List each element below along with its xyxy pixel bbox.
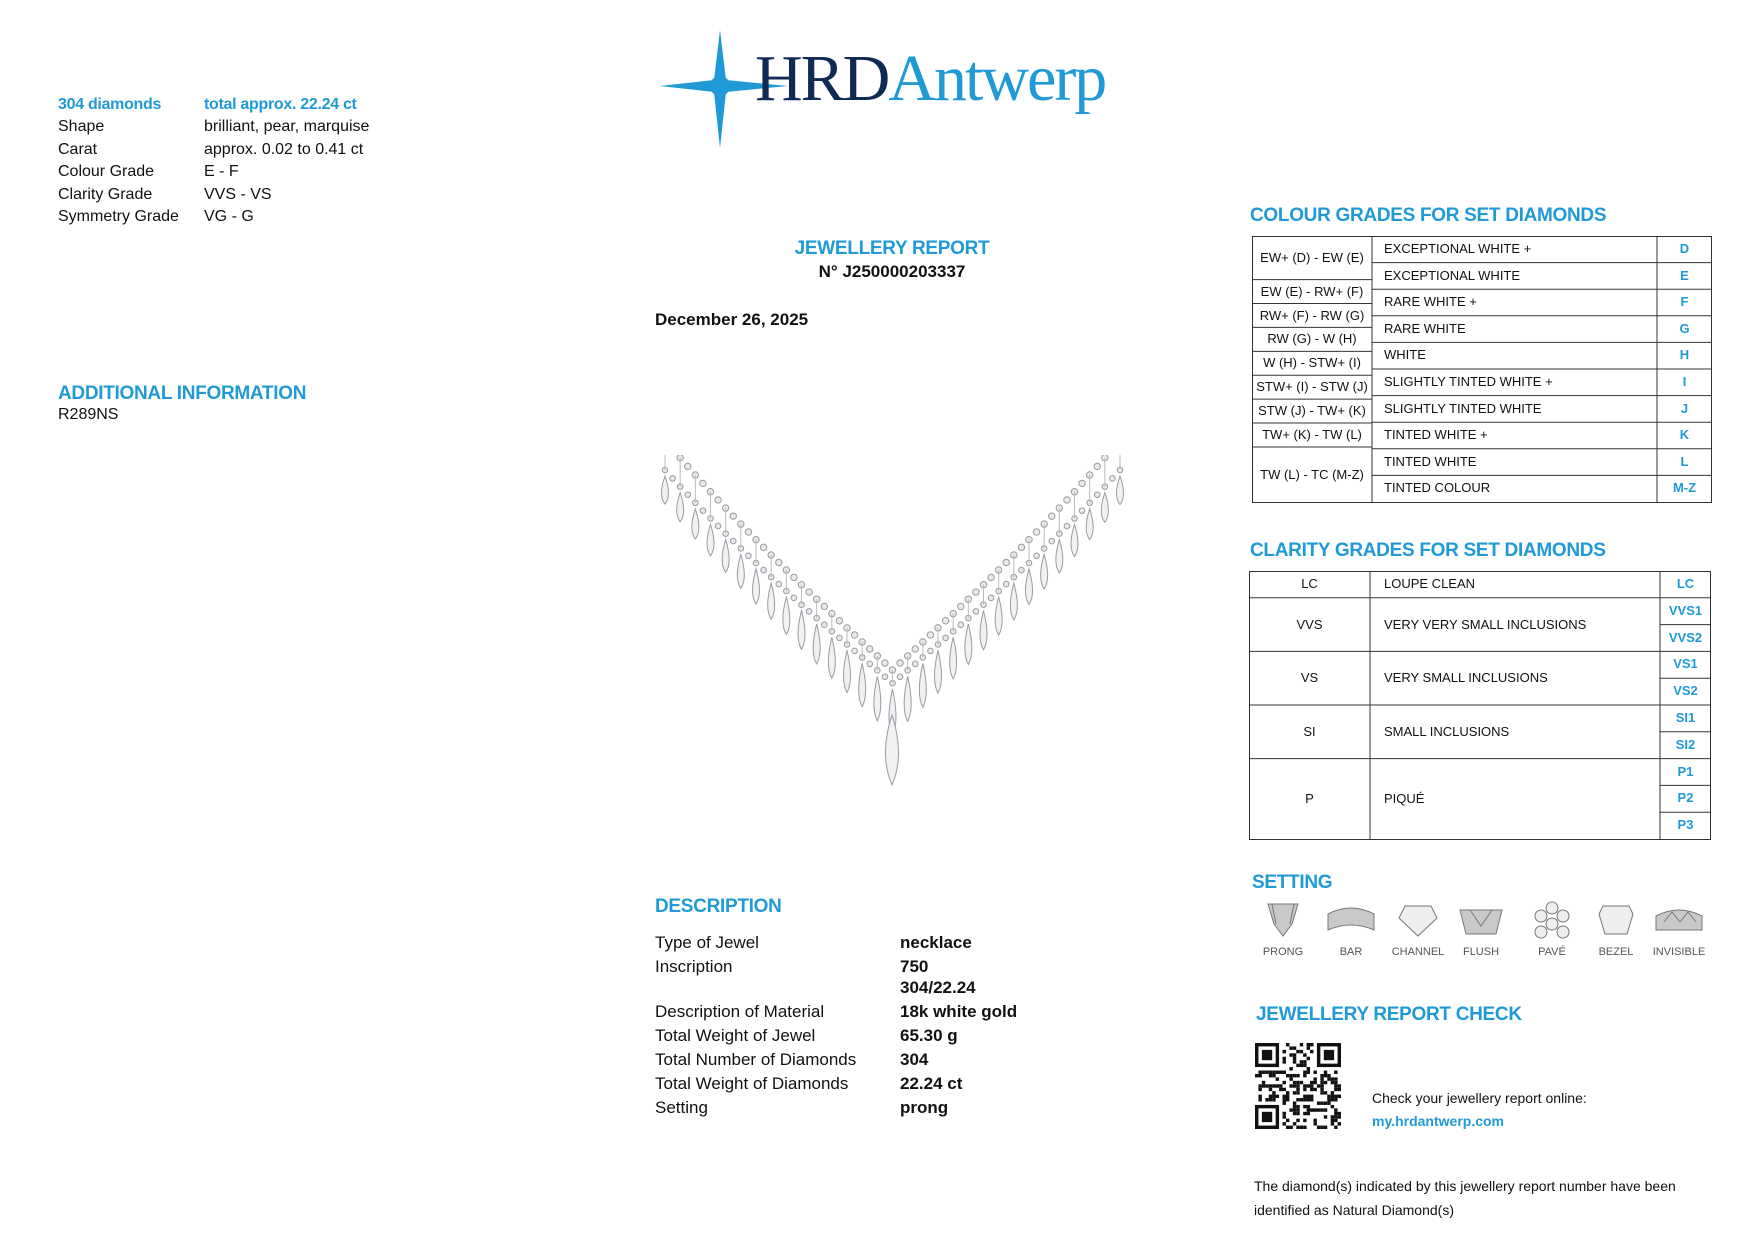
- clarity-grades-table: [1249, 571, 1711, 841]
- description-value: [900, 932, 972, 953]
- setting-item: [1450, 900, 1512, 958]
- description-value-line2: 304/22.24: [900, 978, 976, 997]
- qr-code-icon[interactable]: [1255, 1043, 1341, 1129]
- clarity-code-cell: VS: [1300, 670, 1319, 686]
- report-date: December 26, 2025: [655, 310, 809, 329]
- bar-setting-icon: [1326, 900, 1376, 940]
- colour-range-cell: EW (E) - RW+ (F): [1260, 283, 1364, 299]
- description-label: Total Number of Diamonds: [655, 1050, 857, 1069]
- setting-label: BAR: [1339, 946, 1363, 958]
- setting-item: [1648, 900, 1710, 958]
- setting-item: [1320, 900, 1382, 958]
- description-label: Total Weight of Jewel: [655, 1026, 816, 1045]
- colour-name-cell: TINTED COLOUR: [1384, 480, 1491, 496]
- colour-range-cell: TW (L) - TC (M-Z): [1260, 466, 1364, 482]
- clarity-name-cell: VERY SMALL INCLUSIONS: [1384, 670, 1548, 686]
- description-row: [655, 956, 976, 998]
- description-label: Description of Material: [655, 1002, 825, 1021]
- summary-value: VG - G: [204, 208, 254, 225]
- footer-line-1: The diamond(s) indicated by this jewellery report number have been: [1254, 1178, 1676, 1194]
- clarity-code-cell: VVS: [1296, 616, 1323, 632]
- description-value: [900, 1025, 958, 1046]
- description-value: [900, 1049, 928, 1070]
- summary-value: brilliant, pear, marquise: [204, 118, 370, 135]
- setting-label: CHANNEL: [1391, 946, 1445, 958]
- logo-text-hrd: HRD: [755, 42, 889, 115]
- description-title: DESCRIPTION: [655, 896, 782, 917]
- setting-label: BEZEL: [1598, 946, 1634, 958]
- colour-name-cell: EXCEPTIONAL WHITE: [1384, 267, 1521, 283]
- colour-letter-cell: E: [1680, 267, 1689, 283]
- clarity-code-cell: LC: [1301, 576, 1318, 591]
- report-title: JEWELLERY REPORT: [794, 238, 990, 259]
- description-value: [900, 1073, 962, 1094]
- colour-letter-cell: G: [1679, 320, 1690, 336]
- colour-name-cell: RARE WHITE +: [1384, 294, 1477, 310]
- setting-item: [1387, 900, 1449, 958]
- clarity-grade-cell: VS1: [1673, 656, 1698, 672]
- pave-setting-icon: [1527, 900, 1577, 940]
- clarity-grade-cell: P3: [1677, 817, 1694, 833]
- colour-name-cell: EXCEPTIONAL WHITE +: [1384, 241, 1532, 256]
- colour-name-cell: RARE WHITE: [1384, 320, 1466, 336]
- colour-letter-cell: M-Z: [1672, 480, 1697, 496]
- description-value-line: 18k white gold: [900, 1002, 1018, 1021]
- summary-label: Carat: [58, 140, 98, 158]
- colour-name-cell: WHITE: [1384, 347, 1426, 363]
- summary-row: [58, 139, 363, 161]
- clarity-grade-cell: SI2: [1675, 736, 1696, 752]
- summary-row: [58, 206, 254, 228]
- summary-row: [58, 161, 239, 183]
- colour-range-cell: RW+ (F) - RW (G): [1259, 307, 1365, 323]
- colour-letter-cell: L: [1680, 453, 1689, 469]
- colour-letter-cell: I: [1682, 374, 1687, 389]
- clarity-name-cell: PIQUÉ: [1384, 790, 1425, 806]
- description-value: [900, 1001, 1017, 1022]
- colour-grades-table: [1252, 236, 1712, 504]
- colour-range-cell: TW+ (K) - TW (L): [1262, 427, 1362, 443]
- clarity-grade-cell: P2: [1677, 790, 1694, 806]
- report-number: N° J250000203337: [818, 262, 966, 281]
- summary-value: approx. 0.02 to 0.41 ct: [204, 140, 364, 158]
- total-carat: total approx. 22.24 ct: [204, 96, 357, 113]
- setting-label: PRONG: [1262, 946, 1304, 958]
- description-value: [900, 956, 976, 998]
- setting-label: PAVÉ: [1538, 946, 1566, 958]
- necklace-photo: [655, 455, 1130, 795]
- colour-range-cell: STW+ (I) - STW (J): [1256, 379, 1368, 395]
- colour-letter-cell: F: [1680, 294, 1689, 310]
- clarity-grade-cell: VS2: [1673, 683, 1698, 699]
- report-check-link[interactable]: my.hrdantwerp.com: [1372, 1113, 1504, 1129]
- colour-range-cell: RW (G) - W (H): [1267, 331, 1357, 347]
- colour-grades-title: COLOUR GRADES FOR SET DIAMONDS: [1250, 205, 1607, 226]
- description-value-line: 65.30 g: [900, 1026, 958, 1045]
- setting-item: [1252, 900, 1314, 958]
- summary-label: Symmetry Grade: [58, 208, 179, 225]
- diamond-count: 304 diamonds: [58, 96, 162, 113]
- description-value-line: 22.24 ct: [900, 1074, 963, 1093]
- description-value: [900, 1097, 948, 1118]
- clarity-grades-title: CLARITY GRADES FOR SET DIAMONDS: [1250, 540, 1606, 561]
- prong-setting-icon: [1258, 900, 1308, 940]
- clarity-grade-cell: SI1: [1675, 710, 1696, 725]
- setting-item: [1585, 900, 1647, 958]
- colour-range-cell: STW (J) - TW+ (K): [1258, 403, 1366, 419]
- description-value-line: prong: [900, 1098, 949, 1117]
- setting-label: INVISIBLE: [1652, 946, 1706, 958]
- clarity-code-cell: SI: [1303, 724, 1316, 739]
- summary-header: [58, 94, 357, 116]
- colour-name-cell: SLIGHTLY TINTED WHITE +: [1384, 374, 1553, 389]
- summary-row: [58, 116, 369, 138]
- summary-value: VVS - VS: [204, 185, 272, 203]
- summary-label: Shape: [58, 118, 105, 135]
- invisible-setting-icon: [1654, 900, 1704, 940]
- description-row: [655, 1001, 1017, 1022]
- report-check-title: JEWELLERY REPORT CHECK: [1256, 1004, 1522, 1025]
- description-row: [655, 1097, 948, 1118]
- channel-setting-icon: [1393, 900, 1443, 940]
- description-value-line: necklace: [900, 933, 972, 952]
- additional-info-title: ADDITIONAL INFORMATION: [58, 383, 307, 404]
- summary-row: [58, 184, 272, 206]
- clarity-grade-cell: P1: [1677, 763, 1694, 779]
- colour-letter-cell: J: [1680, 400, 1689, 416]
- setting-label: FLUSH: [1462, 946, 1500, 958]
- flush-setting-icon: [1456, 900, 1506, 940]
- description-label: Type of Jewel: [655, 933, 759, 952]
- description-label: Setting: [655, 1098, 708, 1117]
- bezel-setting-icon: [1591, 900, 1641, 940]
- hrd-antwerp-logo: [660, 30, 1140, 150]
- description-row: [655, 1025, 958, 1046]
- clarity-name-cell: LOUPE CLEAN: [1384, 576, 1476, 591]
- logo-text-antwerp: Antwerp: [888, 42, 1106, 115]
- description-row: [655, 1073, 962, 1094]
- clarity-name-cell: VERY VERY SMALL INCLUSIONS: [1384, 616, 1587, 632]
- description-row: [655, 932, 972, 953]
- colour-letter-cell: H: [1679, 347, 1690, 363]
- additional-info-value: R289NS: [58, 406, 119, 423]
- colour-name-cell: TINTED WHITE: [1384, 453, 1477, 469]
- colour-letter-cell: K: [1679, 427, 1690, 443]
- setting-item: [1521, 900, 1583, 958]
- colour-name-cell: SLIGHTLY TINTED WHITE: [1384, 400, 1542, 416]
- clarity-grade-cell: VVS2: [1668, 629, 1703, 645]
- clarity-grade-cell: LC: [1676, 576, 1695, 591]
- colour-name-cell: TINTED WHITE +: [1384, 427, 1488, 443]
- logo-wordmark: [755, 42, 1106, 115]
- description-label: Total Weight of Diamonds: [655, 1074, 849, 1093]
- summary-value: E - F: [204, 163, 239, 180]
- clarity-name-cell: SMALL INCLUSIONS: [1384, 724, 1510, 739]
- setting-title: SETTING: [1252, 872, 1333, 893]
- footer-line-2: identified as Natural Diamond(s): [1254, 1202, 1454, 1218]
- description-value-line: 304: [900, 1050, 929, 1069]
- clarity-grade-cell: VVS1: [1668, 602, 1703, 618]
- summary-label: Clarity Grade: [58, 185, 153, 203]
- report-check-text: Check your jewellery report online:: [1372, 1090, 1587, 1106]
- clarity-code-cell: P: [1305, 790, 1314, 806]
- colour-range-cell: EW+ (D) - EW (E): [1260, 250, 1364, 265]
- colour-range-cell: W (H) - STW+ (I): [1263, 355, 1361, 371]
- description-row: [655, 1049, 928, 1070]
- summary-label: Colour Grade: [58, 163, 155, 180]
- description-value-line: 750: [900, 957, 929, 976]
- colour-letter-cell: D: [1679, 241, 1690, 256]
- description-label: Inscription: [655, 957, 733, 976]
